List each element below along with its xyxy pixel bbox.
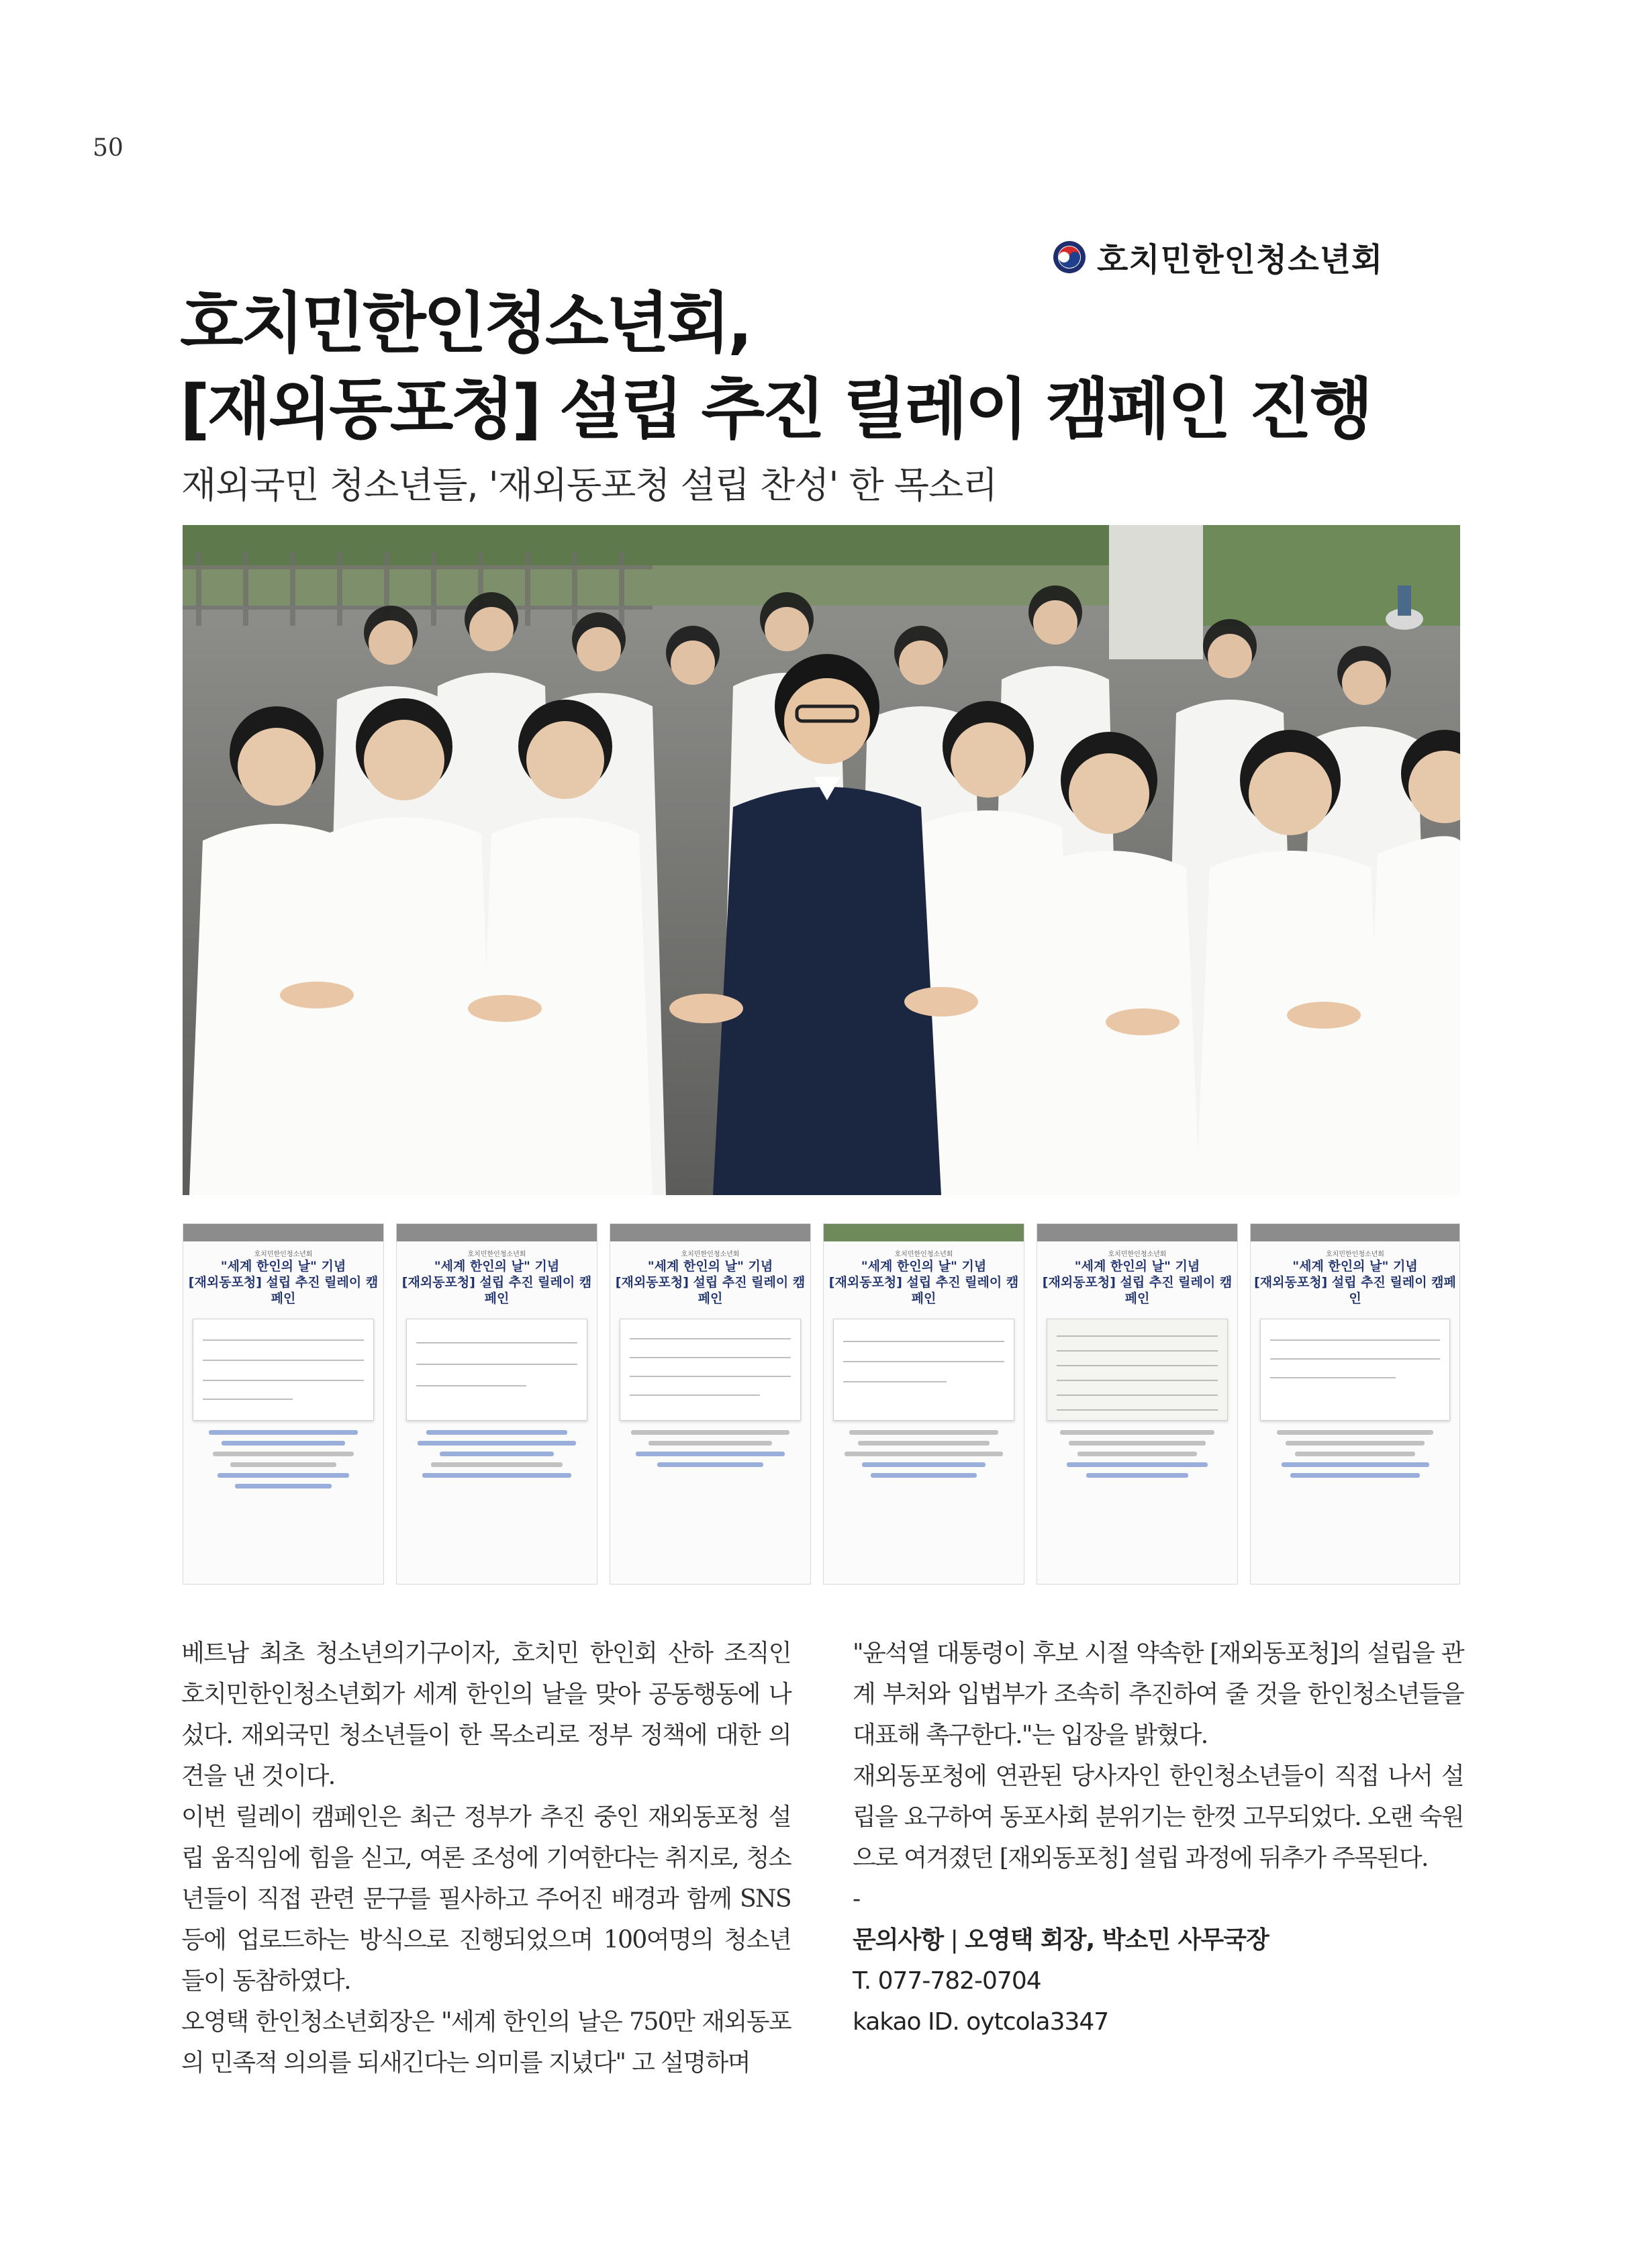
story-caption (1263, 1430, 1447, 1478)
article-body-right (853, 1633, 1463, 2042)
story-caption (409, 1430, 585, 1478)
story-title: "세계 한인의 날" 기념 (1074, 1259, 1200, 1274)
contact-kakao: kakao ID. oytcola3347 (853, 2008, 1109, 2036)
contact-separator: | (950, 1926, 958, 1954)
sns-story-card (396, 1223, 597, 1585)
body-paragraph: "윤석열 대통령이 후보 시절 약속한 [재외동포청]의 설립을 관계 부처와 입법부가 조속히 추진하여 줄 것을 한인청소년들을 대표해 촉구한다."는 입장을 밝혔다. (853, 1640, 1463, 1749)
sns-story-card (1250, 1223, 1460, 1585)
contact-label: 문의사항 (853, 1926, 944, 1954)
story-kicker: 호치민한인청소년회 (1326, 1251, 1384, 1258)
story-kicker: 호치민한인청소년회 (894, 1251, 953, 1258)
headline-line-2: [재외동포청] 설립 추진 릴레이 캠페인 진행 (180, 371, 1371, 448)
story-subtitle: [재외동포청] 설립 추진 릴레이 캠페인 (828, 1275, 1019, 1306)
article-body-left (181, 1633, 791, 2083)
story-profile-bar (610, 1224, 810, 1241)
story-kicker: 호치민한인청소년회 (254, 1251, 313, 1258)
story-subtitle: [재외동포청] 설립 추진 릴레이 캠페인 (1042, 1275, 1233, 1306)
handwritten-note (1260, 1319, 1450, 1421)
body-paragraph: 베트남 최초 청소년의기구이자, 호치민 한인회 산하 조직인 호치민한인청소년회가 세계 한인의 날을 맞아 공동행동에 나섰다. 재외국민 청소년들이 한 목소리로 정부 정책에 대한 의견을 낸 것이다. (181, 1640, 791, 1790)
story-title: "세계 한인의 날" 기념 (647, 1259, 773, 1274)
sns-story-card (183, 1223, 384, 1585)
story-profile-bar (1037, 1224, 1237, 1241)
organization-logo (1053, 234, 1383, 280)
body-paragraph: 재외동포청에 연관된 당사자인 한인청소년들이 직접 나서 설립을 요구하여 동포사회 분위기는 한껏 고무되었다. 오랜 숙원으로 여겨졌던 [재외동포청] 설립 과정에 뒤추가 주목된다. (853, 1762, 1463, 1872)
section-dash: - (853, 1885, 860, 1913)
article-subtitle: 재외국민 청소년들, '재외동포청 설립 찬성' 한 목소리 (181, 464, 998, 506)
sns-story-card (610, 1223, 811, 1585)
handwritten-note (406, 1319, 587, 1421)
article-headline (180, 281, 1523, 453)
story-caption (1049, 1430, 1225, 1478)
handwritten-note (620, 1319, 801, 1421)
story-subtitle: [재외동포청] 설립 추진 릴레이 캠페인 (188, 1275, 379, 1306)
story-title: "세계 한인의 날" 기념 (1292, 1259, 1418, 1274)
story-subtitle: [재외동포청] 설립 추진 릴레이 캠페인 (615, 1275, 806, 1306)
headline-line-1: 호치민한인청소년회, (180, 285, 751, 362)
story-profile-bar (824, 1224, 1024, 1241)
organization-name: 호치민한인청소년회 (1097, 241, 1384, 279)
story-title: "세계 한인의 날" 기념 (220, 1259, 346, 1274)
story-profile-bar (397, 1224, 597, 1241)
sns-story-card (823, 1223, 1024, 1585)
story-caption (195, 1430, 371, 1489)
story-profile-bar (183, 1224, 383, 1241)
body-paragraph: 오영택 한인청소년회장은 "세계 한인의 날은 750만 재외동포의 민족적 의의를 되새긴다는 의미를 지녔다" 고 설명하며 (181, 2008, 791, 2077)
story-caption (622, 1430, 798, 1467)
story-subtitle: [재외동포청] 설립 추진 릴레이 캠페인 (1254, 1275, 1456, 1306)
contact-phone: T. 077-782-0704 (853, 1967, 1041, 1995)
contact-line (853, 1920, 1463, 1960)
story-kicker: 호치민한인청소년회 (681, 1251, 740, 1258)
story-subtitle: [재외동포청] 설립 추진 릴레이 캠페인 (401, 1275, 592, 1306)
handwritten-note (1047, 1319, 1228, 1421)
story-kicker: 호치민한인청소년회 (467, 1251, 526, 1258)
sns-story-strip (183, 1223, 1460, 1585)
story-kicker: 호치민한인청소년회 (1108, 1251, 1167, 1258)
body-paragraph: 이번 릴레이 캠페인은 최근 정부가 추진 중인 재외동포청 설립 움직임에 힘을 싣고, 여론 조성에 기여한다는 취지로, 청소년들이 직접 관련 문구를 필사하고 주어진 배경과 함께 SNS등에 업로드하는 방식으로 진행되었으며 100여명의 청소년들이 동참하였다. (181, 1803, 791, 1995)
sns-story-card (1037, 1223, 1238, 1585)
handwritten-note (193, 1319, 374, 1421)
page-number: 50 (93, 134, 124, 162)
story-title: "세계 한인의 날" 기념 (861, 1259, 987, 1274)
contact-persons: 오영택 회장, 박소민 사무국장 (965, 1926, 1269, 1954)
taegeuk-emblem-icon (1053, 240, 1086, 274)
group-photo (183, 525, 1460, 1195)
group-photo-illustration (183, 525, 1460, 1195)
handwritten-note (833, 1319, 1014, 1421)
story-profile-bar (1251, 1224, 1459, 1241)
story-title: "세계 한인의 날" 기념 (434, 1259, 560, 1274)
story-caption (836, 1430, 1012, 1478)
